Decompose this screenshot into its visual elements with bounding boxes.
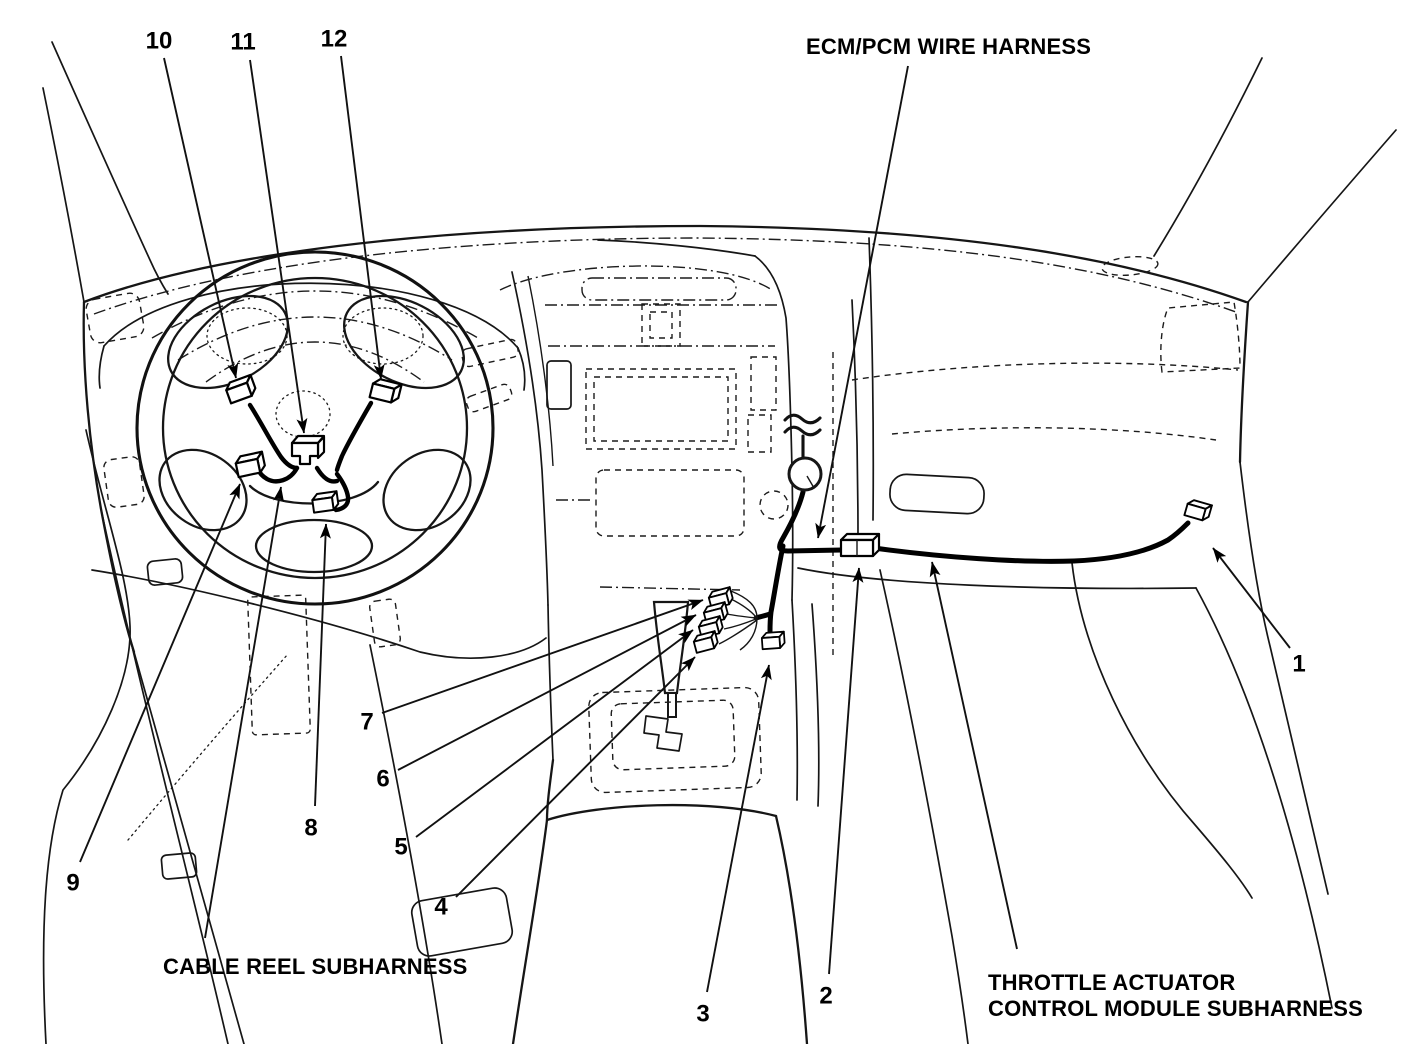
connectors	[224, 375, 1212, 653]
throttle-actuator-label-line2: CONTROL MODULE SUBHARNESS	[988, 996, 1363, 1021]
callout-8-number: 8	[304, 814, 318, 842]
callout-4-number: 4	[434, 893, 448, 921]
callout-3-leader	[707, 665, 769, 992]
callout-6-number: 6	[376, 765, 390, 793]
connector-3	[761, 632, 784, 650]
callout-9-number: 9	[66, 869, 80, 897]
instrument-cluster-area	[92, 283, 546, 1044]
harness-grommet	[785, 415, 821, 490]
cable-reel-leader	[205, 487, 281, 938]
callout-1-number: 1	[1292, 650, 1306, 678]
callout-10-number: 10	[145, 27, 173, 55]
callout-2-number: 2	[819, 982, 833, 1010]
connector-11	[292, 436, 324, 464]
callout-4-leader	[456, 657, 695, 897]
ecm-pcm-leader	[818, 66, 908, 538]
callout-3-number: 3	[696, 1000, 710, 1028]
callout-8-leader	[315, 524, 326, 806]
connector-2	[841, 534, 879, 556]
callout-12-number: 12	[320, 25, 348, 53]
steering-wheel	[137, 252, 493, 604]
callout-layer	[66, 26, 1305, 1028]
center-console	[513, 570, 968, 1044]
ecm-pcm-harness-label: ECM/PCM WIRE HARNESS	[806, 34, 1092, 59]
callout-1-leader	[1213, 548, 1290, 648]
throttle-actuator-label-line1: THROTTLE ACTUATOR	[988, 970, 1236, 995]
passenger-dash	[798, 255, 1332, 1008]
callout-12-leader	[341, 56, 381, 379]
callout-11-leader	[250, 60, 304, 433]
callout-5-number: 5	[394, 833, 408, 861]
connector-10	[224, 375, 257, 403]
connector-8	[312, 491, 339, 512]
ecm-pcm-wire-harness	[719, 492, 1188, 650]
connector-1	[1184, 499, 1212, 522]
callout-9-leader	[80, 484, 240, 862]
callout-7-number: 7	[360, 708, 374, 736]
cable-reel-subharness-label: CABLE REEL SUBHARNESS	[163, 954, 468, 979]
connector-stack-4	[693, 631, 719, 653]
callout-11-number: 11	[230, 28, 256, 56]
center-stack	[500, 238, 873, 660]
